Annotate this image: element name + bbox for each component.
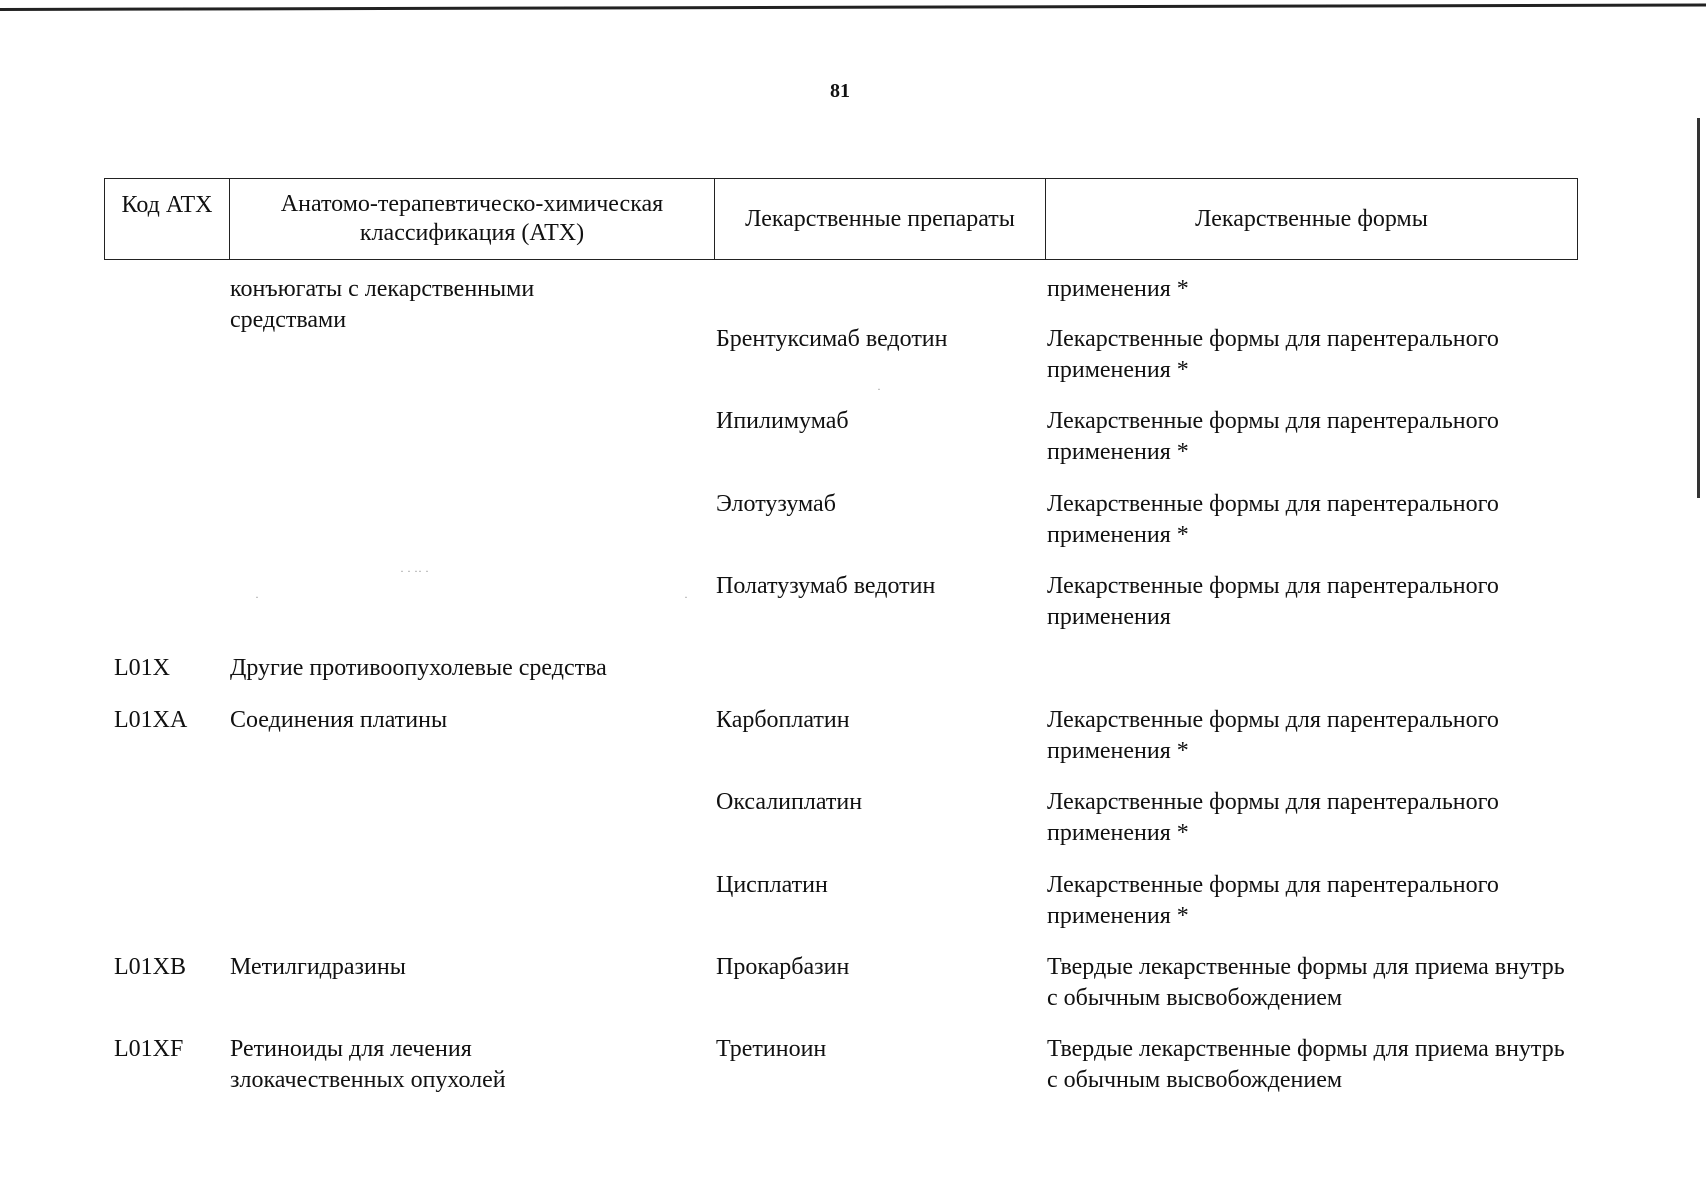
scan-speck: · · ·· ·: [400, 564, 429, 578]
row-drug: Брентуксимаб ведотин: [716, 326, 948, 352]
table-header: [104, 178, 1578, 260]
row-form: Лекарственные формы для парентерального применения: [1047, 573, 1499, 630]
row-code: L01XB: [114, 954, 186, 980]
header-classification: Анатомо-терапевтическо-химическая классификация (ATX): [230, 179, 715, 259]
row-classification: Метилгидразины: [230, 954, 406, 980]
row-code: L01X: [114, 655, 170, 681]
row-form: Лекарственные формы для парентерального применения *: [1047, 408, 1499, 465]
row-classification: конъюгаты с лекарственными средствами: [230, 276, 535, 333]
scan-right-rule: [1697, 118, 1700, 498]
row-drug: Карбоплатин: [716, 707, 850, 733]
row-drug: Прокарбазин: [716, 954, 850, 980]
header-drugs: Лекарственные препараты: [715, 179, 1046, 259]
scan-speck: ·: [684, 590, 688, 604]
row-drug: Ипилимумаб: [716, 408, 849, 434]
row-form: Лекарственные формы для парентерального применения *: [1047, 872, 1499, 929]
row-form: Твердые лекарственные формы для приема внутрь с обычным высвобождением: [1047, 954, 1565, 1011]
row-drug: Элотузумаб: [716, 491, 836, 517]
row-drug: Полатузумаб ведотин: [716, 573, 936, 599]
row-form: Твердые лекарственные формы для приема внутрь с обычным высвобождением: [1047, 1036, 1565, 1093]
row-classification: Соединения платины: [230, 707, 448, 733]
row-form: Лекарственные формы для парентерального применения *: [1047, 326, 1499, 383]
row-classification: Другие противоопухолевые средства: [230, 655, 607, 681]
scan-top-rule: [0, 4, 1706, 11]
row-form: Лекарственные формы для парентерального применения *: [1047, 789, 1499, 846]
row-drug: Цисплатин: [716, 872, 828, 898]
row-form: Лекарственные формы для парентерального применения *: [1047, 707, 1499, 764]
row-drug: Оксалиплатин: [716, 789, 863, 815]
row-form: применения *: [1047, 276, 1189, 302]
row-drug: Третиноин: [716, 1036, 827, 1062]
header-code: Код ATX: [105, 179, 230, 259]
scan-speck: ·: [877, 382, 881, 396]
row-code: L01XF: [114, 1036, 184, 1062]
scan-speck: ·: [255, 590, 259, 604]
row-classification: Ретиноиды для лечения злокачественных опухолей: [230, 1036, 506, 1093]
page-number: 81: [830, 80, 850, 102]
row-form: Лекарственные формы для парентерального применения *: [1047, 491, 1499, 548]
header-forms: Лекарственные формы: [1195, 205, 1428, 232]
row-code: L01XA: [114, 707, 188, 733]
